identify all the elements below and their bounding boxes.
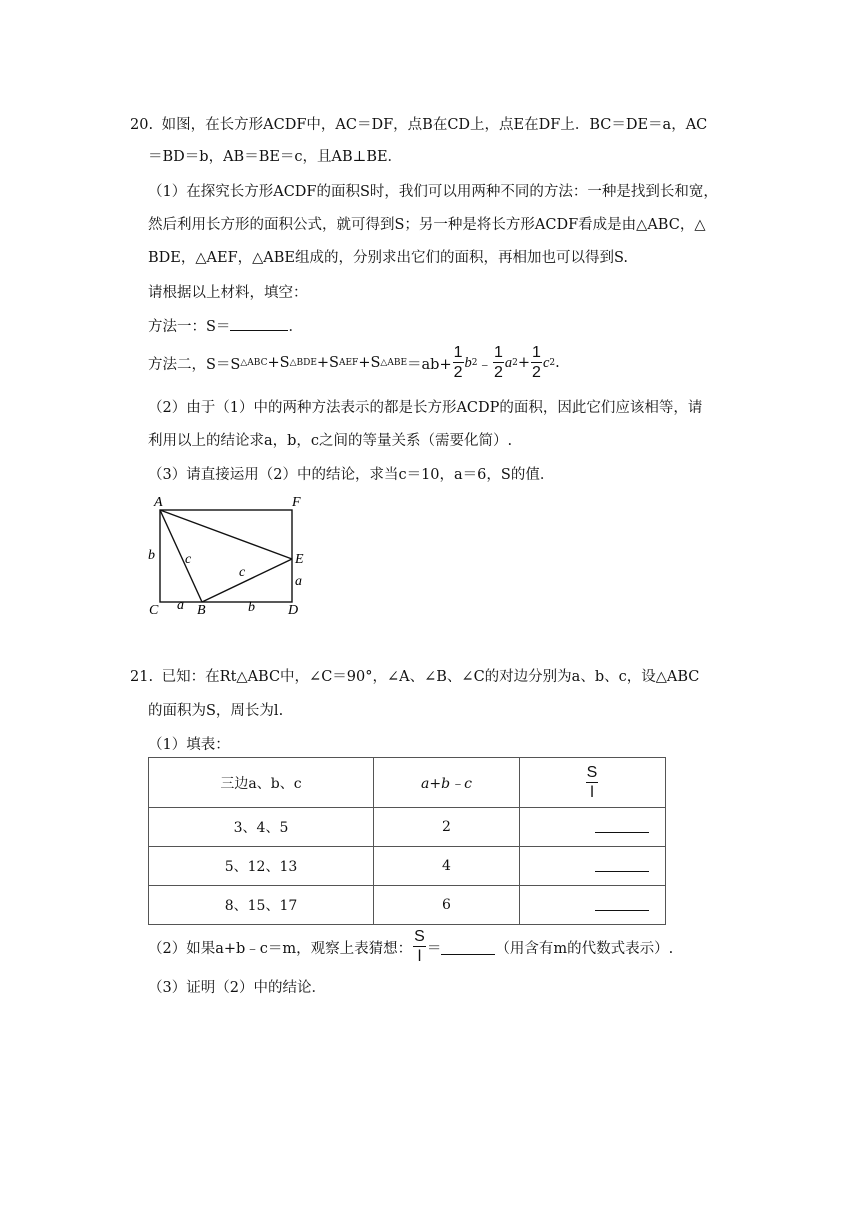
q20-method2-prefix: 方法二，S＝S: [148, 356, 241, 373]
table-header-row: [149, 758, 666, 808]
q20-intro-line2: ＝BD＝b，AB＝BE＝c，且AB⊥BE．: [148, 149, 403, 165]
q20-method1-label: 方法一：S＝: [148, 319, 231, 335]
q20-number: 20.: [130, 117, 154, 133]
label-c-ab: c: [185, 552, 192, 567]
q20-method1: [148, 315, 303, 336]
table-cell-value: 4: [374, 847, 520, 886]
q20-method1-blank[interactable]: [230, 316, 288, 331]
q21-part2-prefix: （2）如果a+b﹣c＝m，观察上表猜想：: [148, 940, 413, 957]
label-b-bottom: b: [248, 600, 255, 615]
table-cell-value: 2: [374, 808, 520, 847]
q21-part3: （3）证明（2）中的结论．: [148, 980, 326, 996]
q20-part2-line2: 利用以上的结论求a，b，c之间的等量关系（需要化简）.: [148, 433, 513, 449]
q20-part1-line3: BDE，△AEF，△ABE组成的，分别求出它们的面积，再相加也可以得到S.: [148, 250, 629, 266]
q21-fraction-s-over-l: $\frac{S}{l}$: [414, 928, 425, 965]
table-header-sum: a+b﹣c: [374, 758, 520, 808]
label-A: A: [154, 495, 163, 510]
q21-part2-suffix: （用含有m的代数式表示）.: [495, 940, 674, 957]
q21-part1: （1）填表：: [148, 737, 230, 753]
table-cell-sides: 5、12、13: [149, 847, 374, 886]
q21-table: [148, 757, 666, 925]
table-row: [149, 808, 666, 847]
q20-part1-line1: （1）在探究长方形ACDF的面积S时，我们可以用两种不同的方法：一种是找到长和宽，: [148, 184, 718, 200]
q20-method2-tail: ＝ab+: [407, 356, 452, 373]
q20-method2: 方法二，S＝S △ABC +S △BDE +S AEF +S △ABE ＝ab+ $\frac{1}{2}$ b 2 ﹣ $\frac{1}{2}$ a 2 + $\frac{1}{2}$ c 2 .: [148, 344, 560, 381]
label-C: C: [149, 603, 159, 618]
answer-blank[interactable]: [595, 896, 649, 911]
table-row: [149, 847, 666, 886]
table-cell-sides: 8、15、17: [149, 886, 374, 925]
q20-intro-line1: 如图，在长方形ACDF中，AC＝DF，点B在CD上，点E在DF上．BC＝DE＝a，AC: [161, 117, 708, 133]
q20-frac-3: $\frac{1}{2}$: [532, 344, 541, 381]
q20-part3: （3）请直接运用（2）中的结论，求当c＝10，a＝6，S的值．: [148, 467, 555, 483]
label-D: D: [288, 603, 299, 618]
table-header-ratio: [520, 758, 666, 808]
q21-part2: （2）如果a+b﹣c＝m，观察上表猜想： $\frac{S}{l}$ ＝ （用含有m的代数式表示）.: [148, 928, 674, 965]
rectangle-acdf: [160, 510, 292, 602]
q20-fill-prompt: 请根据以上材料，填空：: [148, 285, 308, 301]
q20-frac-2: $\frac{1}{2}$: [493, 344, 503, 381]
q20-part2-line1: （2）由于（1）中的两种方法表示的都是长方形ACDP的面积，因此它们应该相等，请: [148, 400, 703, 416]
q21-line1: [130, 665, 699, 686]
label-a-bottom: a: [177, 598, 184, 613]
table-header-sides: 三边a、b、c: [149, 758, 374, 808]
table-cell-answer[interactable]: [520, 847, 666, 886]
answer-blank[interactable]: [595, 857, 649, 872]
segment-ae: [160, 510, 292, 559]
table-cell-answer[interactable]: [520, 808, 666, 847]
answer-blank[interactable]: [595, 818, 649, 833]
label-E: E: [295, 552, 304, 567]
table-cell-sides: 3、4、5: [149, 808, 374, 847]
header-fraction-s-over-l: $\frac{S}{l}$: [586, 763, 598, 801]
q20-method1-end: ．: [288, 319, 303, 335]
label-B: B: [197, 603, 206, 618]
label-b-left: b: [148, 548, 155, 563]
q20-frac-1: $\frac{1}{2}$: [453, 344, 463, 381]
q20-line1: [130, 113, 707, 134]
label-F: F: [292, 495, 301, 510]
q21-part2-blank[interactable]: [441, 940, 495, 955]
label-c-be: c: [239, 565, 246, 580]
segment-be: [202, 559, 292, 602]
q21-intro-line2: 的面积为S，周长为l.: [148, 703, 284, 719]
label-a-right: a: [295, 574, 302, 589]
q20-part1-line2: 然后利用长方形的面积公式，就可得到S；另一种是将长方形ACDF看成是由△ABC，△: [148, 217, 706, 233]
table-cell-answer[interactable]: [520, 886, 666, 925]
q20-figure: [140, 490, 320, 620]
q21-number: 21.: [130, 669, 154, 685]
q21-intro-line1: 已知：在Rt△ABC中，∠C＝90°，∠A、∠B、∠C的对边分别为a、b、c，设△ABC: [161, 669, 700, 685]
table-cell-value: 6: [374, 886, 520, 925]
table-row: [149, 886, 666, 925]
